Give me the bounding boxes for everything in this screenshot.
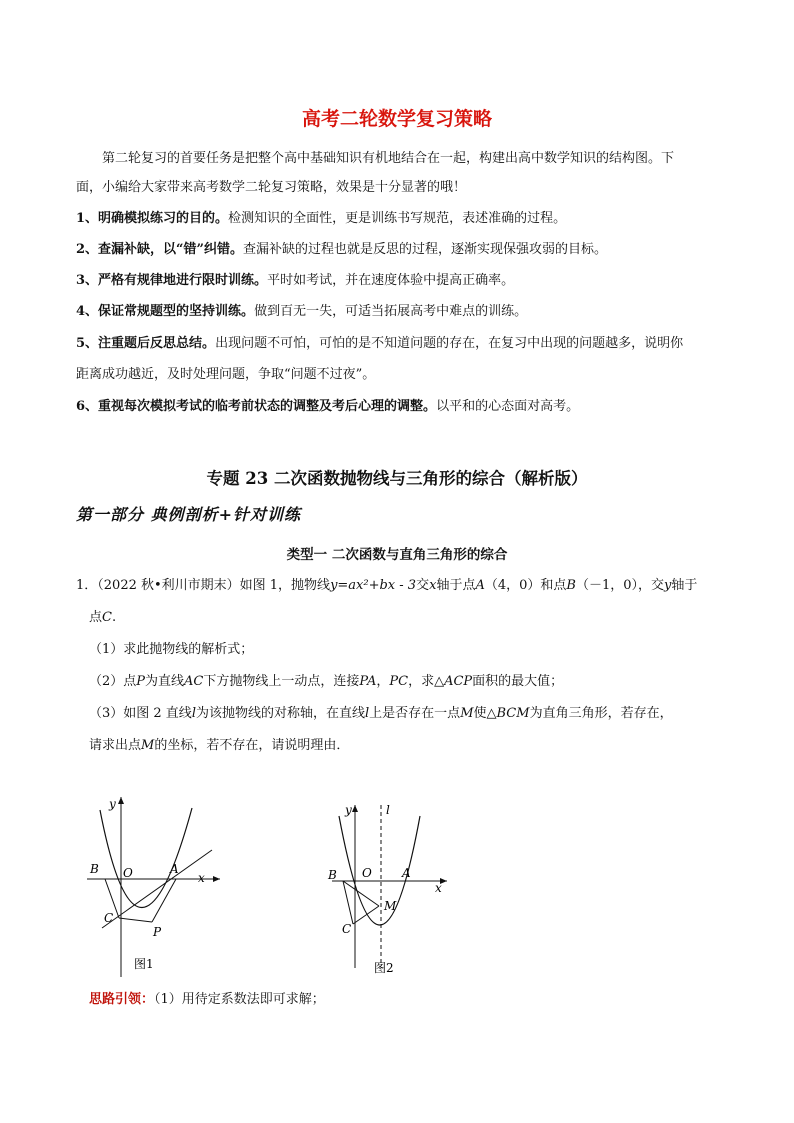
problem-text: 轴于 [671, 578, 698, 593]
fig2-O-label: O [362, 866, 372, 880]
problem-text: ，求△ [408, 674, 445, 689]
intro-line-2: 面，小编给大家带来高考数学二轮复习策略，效果是十分显著的哦！ [76, 180, 467, 195]
figure-1 [82, 792, 222, 982]
item-heading: 严格有规律地进行限时训练。 [98, 273, 268, 288]
problem-text: 面积的最大值； [472, 674, 564, 689]
item-text: 做到百无一失，可适当拓展高考中难点的训练。 [254, 304, 528, 319]
strategy-item-1 [76, 211, 728, 227]
item-heading: 注重题后反思总结。 [98, 336, 216, 351]
strategy-item-4 [76, 304, 728, 320]
fig1-O-label: O [123, 866, 133, 880]
problem-text: 轴于点 [436, 578, 476, 593]
strategy-item-2 [76, 242, 728, 258]
fig2-l-label: l [386, 803, 390, 817]
hint-line [89, 992, 325, 1008]
item-number: 5、 [76, 336, 99, 351]
problem-text: （2）点 [89, 674, 137, 689]
problem-text: （－1，0），交 [575, 578, 664, 593]
fig1-B-label: B [90, 862, 99, 876]
sub-question-3-cont [89, 738, 349, 754]
page-title: 高考二轮数学复习策略 [301, 108, 492, 130]
item-heading: 明确模拟练习的目的。 [98, 211, 229, 226]
section-title: 专题 23 二次函数抛物线与三角形的综合（解析版） [206, 469, 588, 488]
problem-line-2: 点C. [89, 610, 117, 625]
item-text: 检测知识的全面性，更是训练书写规范，表述准确的过程。 [228, 211, 567, 226]
figure-2 [322, 800, 462, 980]
var-x: x [429, 578, 437, 593]
problem-text: 为该抛物线的对称轴，在直线 [195, 706, 365, 721]
intro-line-1: 第二轮复习的首要任务是把整个高中基础知识有机地结合在一起，构建出高中数学知识的结构图。下 [102, 151, 675, 166]
var-M: M [460, 706, 474, 721]
fig1-x-label: x [198, 871, 205, 885]
item-number: 6、 [76, 399, 99, 414]
var-y: y [664, 578, 672, 593]
var-M: M [141, 738, 155, 753]
problem-line-1 [76, 578, 736, 594]
problem-text: 请求出点 [89, 738, 142, 753]
item-text: 查漏补缺的过程也就是反思的过程，逐渐实现保强攻弱的目标。 [243, 242, 608, 257]
fig1-P-label: P [153, 925, 162, 939]
problem-text: 下方抛物线上一动点，连接 [203, 674, 360, 689]
fig1-caption: 图1 [134, 957, 154, 971]
problem-text: （4，0）和点 [484, 578, 567, 593]
sub-question-2: （2）点P为直线AC下方抛物线上一动点，连接PA，PC，求△ACP面积的最大值； [89, 674, 564, 689]
fig2-A-label: A [402, 866, 411, 880]
item-number: 2、 [76, 242, 99, 257]
item-heading: 重视每次模拟考试的临考前状态的调整及考后心理的调整。 [98, 399, 437, 414]
problem-text: 点 [89, 610, 103, 625]
fig1-C-label: C [104, 911, 114, 925]
item-heading: 保证常规题型的坚持训练。 [98, 304, 255, 319]
item-text: 出现问题不可怕，可怕的是不知道问题的存在，在复习中出现的问题越多，说明你 [215, 336, 684, 351]
fig1-y-label: y [109, 797, 116, 811]
problem-text: （3）如图 2 直线 [89, 706, 192, 721]
strategy-item-6 [76, 399, 728, 415]
problem-text: 的坐标，若不存在，请说明理由． [154, 738, 350, 753]
problem-text: 为直线 [145, 674, 185, 689]
item-text: 以平和的心态面对高考。 [436, 399, 580, 414]
problem-text: 使△ [473, 706, 497, 721]
strategy-item-5 [76, 336, 728, 352]
strategy-item-5-cont: 距离成功越近，及时处理问题，争取“问题不过夜”。 [76, 367, 376, 382]
parabola-formula: y=ax²+bx - 3 [330, 578, 417, 593]
problem-text: 上是否存在一点 [369, 706, 461, 721]
strategy-item-3 [76, 273, 728, 289]
item-number: 4、 [76, 304, 99, 319]
fig1-A-label: A [170, 862, 179, 876]
sub-question-1: （1）求此抛物线的解析式； [89, 642, 254, 657]
fig2-M-label: M [384, 899, 397, 913]
var-B: B [566, 578, 576, 593]
sub-question-3: （3）如图 2 直线l为该抛物线的对称轴，在直线l上是否存在一点M使△BCM为直角三角形，若存在， [89, 706, 673, 721]
var-P: P [136, 674, 146, 689]
item-heading: 查漏补缺，以“错”纠错。 [98, 242, 244, 257]
var-A: A [475, 578, 485, 593]
item-number: 3、 [76, 273, 99, 288]
problem-text: 1．（2022 秋•利川市期末）如图 1，抛物线 [76, 578, 331, 593]
fig2-C-label: C [342, 922, 352, 936]
fig2-caption: 图2 [374, 961, 394, 975]
fig2-y-label: y [345, 803, 352, 817]
problem-text: 交 [416, 578, 430, 593]
item-number: 1、 [76, 211, 99, 226]
fig2-x-label: x [435, 881, 442, 895]
var-C: C [102, 610, 112, 625]
hint-text: （1）用待定系数法即可求解； [154, 992, 325, 1007]
item-text: 平时如考试，并在速度体验中提高正确率。 [267, 273, 515, 288]
problem-text: 为直角三角形，若存在， [529, 706, 673, 721]
fig2-B-label: B [328, 868, 337, 882]
part-title: 第一部分 典例剖析+针对训练 [76, 505, 301, 524]
var-l: l [191, 706, 196, 721]
type-title: 类型一 二次函数与直角三角形的综合 [286, 547, 508, 563]
var-l: l [365, 706, 370, 721]
hint-label: 思路引领： [89, 992, 155, 1007]
